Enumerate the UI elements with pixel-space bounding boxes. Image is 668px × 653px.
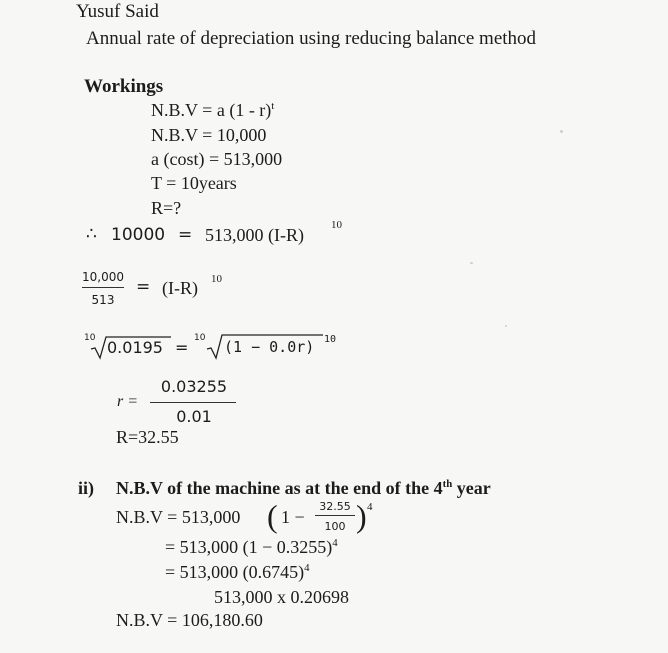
step2-equals: = [136,277,151,297]
part2-heading-sup: th [442,478,453,490]
step2-denominator: 513 [91,293,115,307]
part2-heading-text: N.B.V of the machine as at the end of the 4 [116,478,443,498]
nbv-line3 [165,563,310,581]
step4-denominator: 0.01 [176,407,212,426]
nbv-line4: 513,000 x 0.20698 [214,587,349,607]
step1-lhs: 10000 [111,225,166,245]
formula-exponent: t [271,100,275,112]
paren-open: ( [267,498,278,534]
cost-value: a (cost) = 513,000 [151,149,283,169]
nbv-line1-one-minus: 1 − [281,507,305,527]
nbv-line2 [165,538,338,556]
step2-numerator: 10,000 [82,270,124,284]
therefore-symbol: ∴ [86,224,97,244]
part-label: ii) [78,478,94,498]
step1-rhs: 513,000 (I-R) [205,225,304,245]
radicand-1: 0.0195 [107,338,163,357]
step1-equals: = [178,225,193,245]
root-index: 10 [84,333,96,343]
time-value: T = 10years [151,173,237,193]
formula-lhs: N.B.V = a (1 - r) [151,100,272,120]
author-name: Yusuf Said [76,1,159,22]
root-index-2: 10 [194,333,206,343]
nbv-line1-fraction-bar [315,515,355,516]
nbv-line1-denominator: 100 [324,520,346,533]
nbv-line1-prefix: N.B.V = 513,000 [116,507,241,527]
scan-speck [560,130,563,133]
rate-unknown: R=? [151,198,182,218]
step2-exponent: 10 [211,273,222,285]
scan-speck [505,325,507,327]
nbv-line2-exponent: 4 [332,537,338,549]
nbv-line1-numerator: 32.55 [319,500,351,513]
rate-result: R=32.55 [116,427,179,447]
step3-equals: = [175,338,189,357]
step4-numerator: 0.03255 [160,377,228,396]
step2-fraction-bar [82,287,124,288]
nbv-line1-exponent: 4 [367,501,373,513]
part2-heading-tail: year [456,478,491,498]
nbv-result: N.B.V = 106,180.60 [116,610,263,630]
nbv-value: N.B.V = 10,000 [151,125,267,145]
part2-heading [116,479,491,497]
step2-rhs: (I-R) [162,278,198,298]
scan-speck [470,262,473,264]
r-variable: r = [117,393,139,410]
document-title: Annual rate of depreciation using reducing balance method [86,28,537,49]
nbv-line3-text: = 513,000 (0.6745) [165,562,305,582]
nbv-line3-exponent: 4 [304,562,310,574]
radicand-2: (1 − 0.0r) [224,338,315,356]
radicand-2-exponent: 10 [324,334,337,345]
paren-close: ) [356,498,367,534]
step1-exponent: 10 [331,219,342,231]
formula-line [151,101,274,119]
step4-fraction-bar [150,402,236,403]
workings-heading: Workings [84,76,164,97]
nbv-line2-text: = 513,000 (1 − 0.3255) [165,537,333,557]
